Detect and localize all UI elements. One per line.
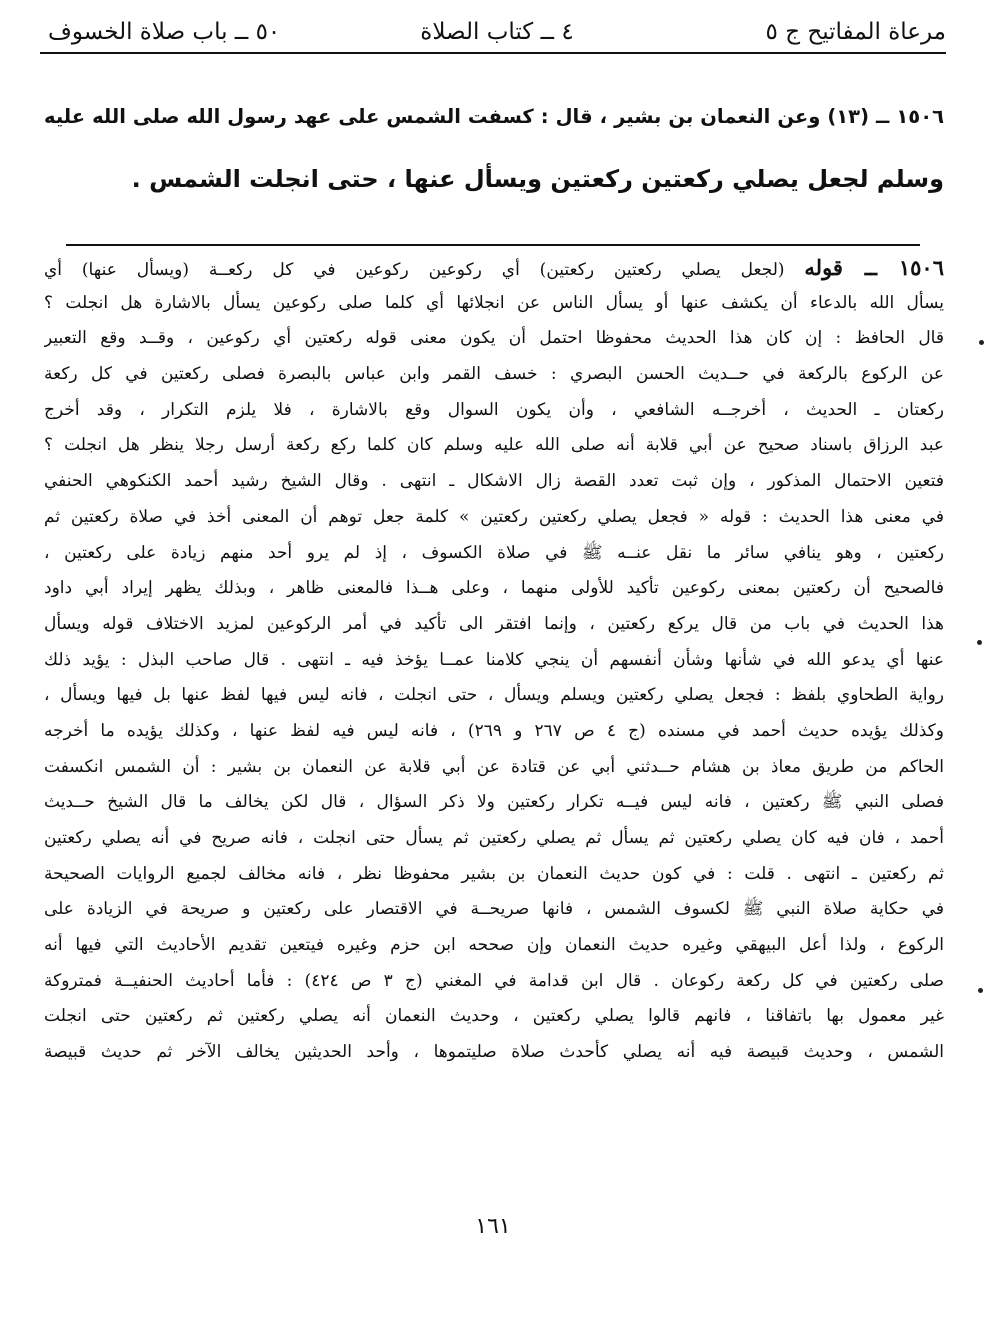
commentary-line: في حكاية صلاة النبي ﷺ لكسوف الشمس ، فانها صريحــة في الاقتصار على ركعتين و صريحة في الزيادة على <box>44 899 944 920</box>
commentary-line: أحمد ، فان فيه كان يصلي ركعتين ثم يسأل ثم يصلي ركعتين ثم يسأل حتى انجلت ، فانه صريح في أنه يصلي ركعتين <box>44 828 944 848</box>
commentary-line: الركوع ، ولذا أعل البيهقي وغيره حديث النعمان وإن صححه ابن حزم وغيره فيتعين تقديم الأحاديث التي فيها أنه <box>44 935 944 956</box>
hadith-line: وسلم لجعل يصلي ركعتين ركعتين ويسأل عنها ، حتى انجلت الشمس . <box>131 165 944 193</box>
commentary-line: يسأل الله بالدعاء أن يكشف عنها أو يسأل الناس عن انجلائها أي كلما صلى ركوعين يسأل بالاشارة هل انجلت ؟ <box>44 292 944 313</box>
header-section-title: ٥٠ ــ باب صلاة الخسوف <box>48 19 281 45</box>
commentary-line: عبد الرزاق باسناد صحيح عن أبي قلابة أنه صلى الله عليه وسلم كان كلما ركع ركعة أرسل رجلا ينظر هل انجلت ؟ <box>44 435 944 456</box>
commentary-line: هذا الحديث في باب من قال يركع ركعتين ، وإنما افتقر الى تأكيد في أمر الركوعين لمزيد الاختلاف قوله ويسأل <box>44 613 944 634</box>
commentary-line: عن الركوع بالركعة في حــديث الحسن البصري : خسف القمر وابن عباس بالبصرة فصلى ركعتين في كل ركعة <box>44 364 944 385</box>
commentary-line <box>44 1142 944 1178</box>
commentary-line <box>44 1178 944 1214</box>
commentary-line: ركعتان ـ الحديث ، أخرجــه الشافعي ، وأن يكون السوال وقع بالاشارة ، فلا يلزم التكرار ، وقد أخرج <box>44 399 944 420</box>
scan-margin-dot <box>978 988 983 993</box>
scan-margin-dot <box>979 340 984 345</box>
hadith-text <box>44 86 944 210</box>
commentary-lead: ١٥٠٦ ــ قوله <box>804 255 944 280</box>
commentary-line: ثم ركعتين ـ انتهى . قلت : في كون حديث النعمان بن بشير محفوظا نظر ، فانه مخالف لجميع الروايات الصحيحة <box>44 863 944 884</box>
commentary-line: في معنى هذا الحديث : قوله « فجعل يصلي ركعتين ركعتين » كلمة جعل توهم أن المعنى أخذ في صلاة ركعتين ثم <box>44 506 944 527</box>
commentary-line: عنها أي يدعو الله في شأنها وشأن أنفسهم أن ينجي كلامنا عمــا يؤخذ فيه ـ انتهى . قال صاحب البذل : يؤيد ذلك <box>44 649 944 670</box>
commentary-line: ركعتين ، وهو ينافي سائر ما نقل عنــه ﷺ في صلاة الكسوف ، إذ لم يرو أحد منهم زيادة على ركعتين ، <box>44 542 944 563</box>
header-book-title: مرعاة المفاتيح ج ٥ <box>765 19 946 45</box>
commentary-line: فتعين الاحتمال المذكور ، وإن ثبت تعدد القصة زال الاشكال ـ انتهى . وقال الشيخ رشيد أحمد الكنكوهي الحنفي <box>44 471 944 492</box>
commentary-line: غير معمول بها باتفاقنا ، فانهم قالوا يصلي ركعتين ، وحديث النعمان أنه يصلي ركعتين ثم ركعتين حتى انجلت <box>44 1006 944 1027</box>
header-divider <box>40 52 946 54</box>
commentary-text <box>44 250 944 1214</box>
commentary-line <box>44 1071 944 1107</box>
commentary-line: فصلى النبي ﷺ ركعتين ، فانه ليس فيــه تكرار ركعتين ولا ذكر السؤال ، قال لكن يخالف ما قال الشيخ حــديث <box>44 792 944 813</box>
commentary-line: صلى ركعتين في كل ركعة ركوعان . قال ابن قدامة في المغني (ج ٣ ص ٤٢٤) : فأما أحاديث الحنفيــة فمتروكة <box>44 970 944 991</box>
commentary-line <box>44 1107 944 1143</box>
commentary-line: الشمس ، وحديث قبيصة فيه أنه يصلي كأحدث صلاة صليتموها ، وأحد الحديثين يخالف الآخر ثم حديث قبيصة <box>44 1042 944 1063</box>
hadith-line: ١٥٠٦ ــ (١٣) وعن النعمان بن بشير ، قال : كسفت الشمس على عهد رسول الله صلى الله عليه <box>44 105 944 128</box>
commentary-line: وكذلك يؤيده حديث أحمد في مسنده (ج ٤ ص ٢٦٧ و ٢٦٩) ، فانه ليس فيه لفظ عنها ، وكذلك يؤيده ما أخرجه <box>44 720 944 741</box>
scan-margin-dot <box>977 640 982 645</box>
commentary-first-line <box>44 250 944 286</box>
commentary-line: الحاكم من طريق معاذ بن هشام حــدثني أبي عن قتادة عن أبي قلابة عن النعمان بن بشير : أن الشمس انكسفت <box>44 756 944 777</box>
commentary-line: رواية الطحاوي بلفظ : فجعل يصلي ركعتين ويسلم ويسأل ، حتى انجلت ، فانه ليس فيها لفظ عنها بل فيها ويسأل ، <box>44 685 944 706</box>
commentary-line: قال الحافظ : إن كان هذا الحديث محفوظا احتمل أن يكون معنى قوله ركعتين أي ركوعين ، وقــد وقع التعبير <box>44 328 944 349</box>
section-divider <box>66 244 920 246</box>
commentary-first-line-rest: (لجعل يصلي ركعتين ركعتين) أي ركوعين ركوعين في كل ركعــة (ويسأل عنها) أي <box>44 260 785 280</box>
running-header <box>48 14 946 50</box>
page-number: ١٦١ <box>475 1214 511 1239</box>
commentary-line: فالصحيح أن ركعتين بمعنى ركوعين تأكيد للأولى منهما ، وعلى هــذا فالمعنى ظاهر ، وبذلك يظهر إيراد أبي داود <box>44 578 944 599</box>
header-chapter-title: ٤ ــ كتاب الصلاة <box>420 19 574 45</box>
